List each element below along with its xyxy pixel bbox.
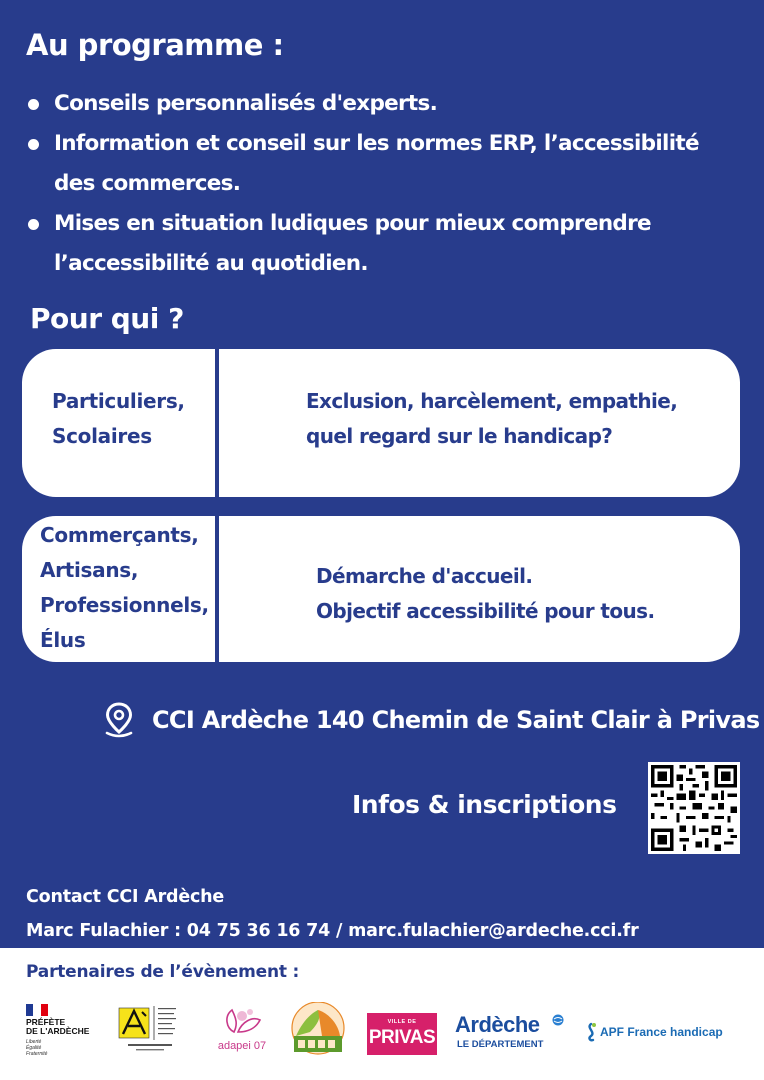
- card-divider: [215, 516, 219, 662]
- contact-title: Contact CCI Ardèche: [26, 887, 225, 907]
- audience-who-line: Élus: [40, 628, 86, 652]
- audience-what-line: Démarche d'accueil.: [316, 564, 533, 588]
- bullet-dot-icon: [28, 99, 39, 110]
- audience-who-line: Professionnels,: [40, 593, 209, 617]
- programme-list: [26, 84, 746, 284]
- programme-title: Au programme :: [26, 28, 284, 62]
- logo-adapei: [212, 1002, 272, 1058]
- logo-orange-circle: [288, 1002, 348, 1058]
- adapei-flower-icon: [212, 1002, 272, 1042]
- partners-title: Partenaires de l’évènement :: [26, 962, 300, 982]
- ardeche-sub: LE DÉPARTEMENT: [457, 1039, 544, 1050]
- audience-who-line: Scolaires: [52, 424, 152, 448]
- adapei-label: adapei 07: [217, 1040, 267, 1052]
- location-text: CCI Ardèche 140 Chemin de Saint Clair à Privas: [152, 706, 760, 734]
- privas-small-label: VILLE DE: [387, 1019, 417, 1025]
- prefete-line: PRÉFÈTE: [26, 1017, 66, 1027]
- contact-line: Marc Fulachier : 04 75 36 16 74 / marc.fulachier@ardeche.cci.fr: [26, 921, 639, 941]
- prefete-motto: Liberté: [26, 1039, 42, 1045]
- bullet-dot-icon: [28, 219, 39, 230]
- logo-association-yellow: [118, 1002, 186, 1058]
- infos-label: Infos & inscriptions: [352, 790, 617, 819]
- orange-circle-logo-icon: [288, 1002, 348, 1058]
- programme-item-line: l’accessibilité au quotidien.: [54, 251, 368, 276]
- programme-item-line: Mises en situation ludiques pour mieux comprendre: [54, 211, 651, 236]
- programme-item-line: des commerces.: [54, 171, 241, 196]
- qr-code-icon[interactable]: [648, 762, 740, 854]
- audience-what-line: Objectif accessibilité pour tous.: [316, 599, 655, 623]
- bullet-dot-icon: [28, 139, 39, 150]
- apf-swirl-icon: [584, 1022, 598, 1042]
- french-flag-icon: [26, 1004, 48, 1016]
- audience-what: [316, 559, 654, 629]
- logo-privas: [367, 1013, 437, 1055]
- logo-prefete: [26, 1002, 100, 1058]
- association-logo-icon: [118, 1002, 186, 1054]
- location-pin-icon: [104, 702, 134, 738]
- audience-what-line: Exclusion, harcèlement, empathie,: [306, 389, 678, 413]
- audience-who-line: Particuliers,: [52, 389, 185, 413]
- location-address: [104, 700, 759, 740]
- apf-label: APF France handicap: [600, 1025, 723, 1039]
- logo-apf: [584, 1002, 744, 1058]
- programme-item: [26, 84, 746, 124]
- prefete-motto: Fraternité: [26, 1051, 48, 1057]
- card-divider: [215, 349, 219, 497]
- prefete-motto: Égalité: [26, 1045, 42, 1051]
- audience-card-particuliers: [22, 349, 740, 497]
- audience-card-professionnels: [22, 516, 740, 662]
- programme-item: [26, 204, 746, 284]
- contact-block: [26, 880, 639, 948]
- programme-item: [26, 124, 746, 204]
- audience-who: [40, 518, 209, 658]
- audience-what: [306, 384, 677, 454]
- audience-who-line: Commerçants,: [40, 523, 199, 547]
- ardeche-name: Ardèche: [455, 1012, 540, 1037]
- audience-title: Pour qui ?: [30, 302, 184, 335]
- globe-icon: [552, 1014, 564, 1026]
- privas-big-label: PRIVAS: [368, 1027, 436, 1048]
- audience-who-line: Artisans,: [40, 558, 139, 582]
- programme-item-line: Information et conseil sur les normes ERP, l’accessibilité: [54, 131, 699, 156]
- audience-what-line: quel regard sur le handicap?: [306, 424, 613, 448]
- logo-ardeche-departement: [455, 1002, 570, 1058]
- audience-who: [52, 384, 185, 454]
- programme-item-line: Conseils personnalisés d'experts.: [54, 91, 438, 116]
- prefete-line: DE L'ARDÈCHE: [26, 1026, 90, 1036]
